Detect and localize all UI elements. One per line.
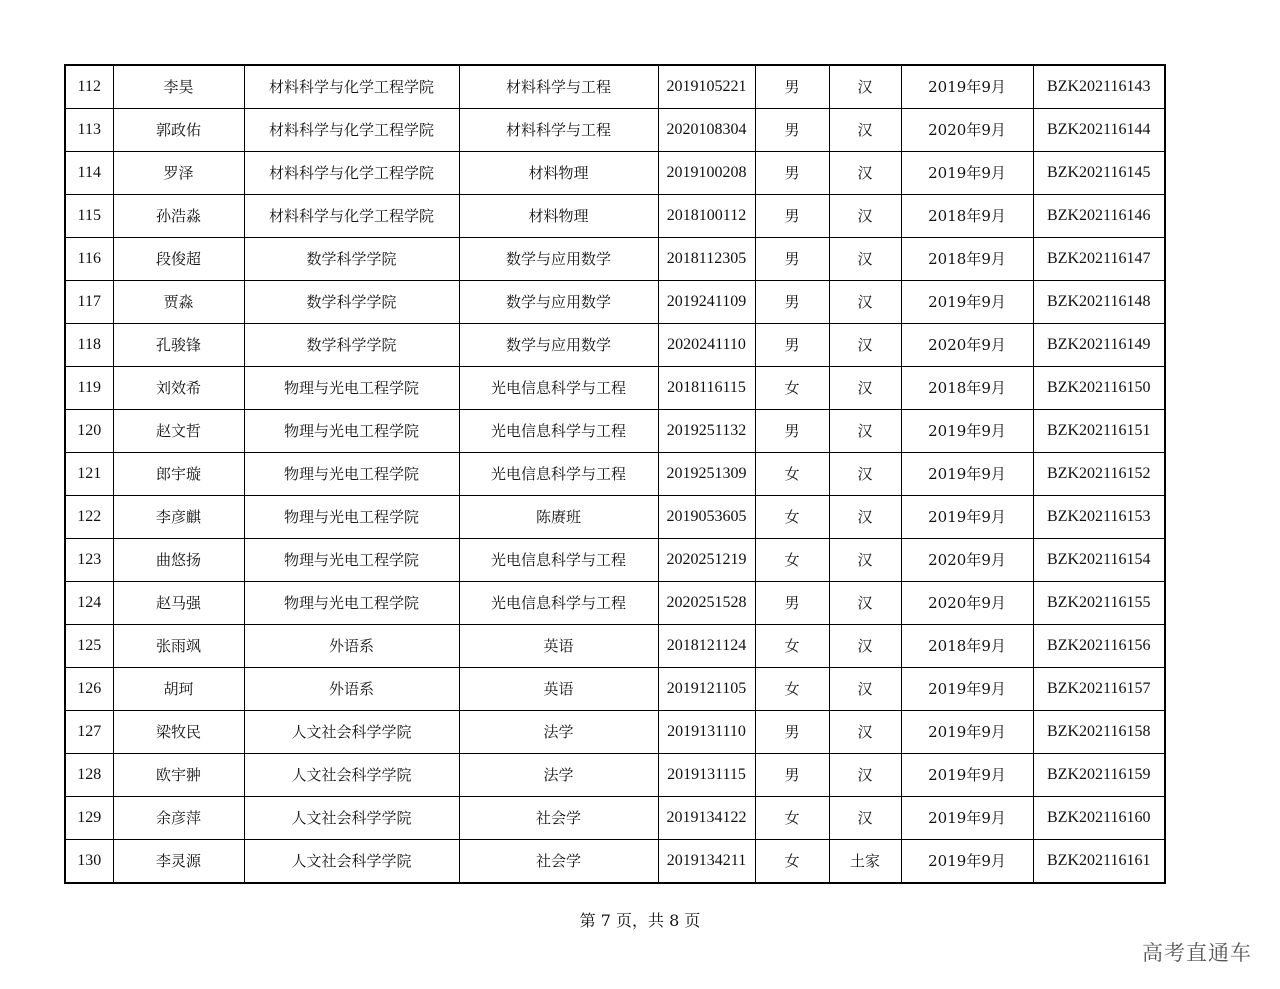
cell-gender: 女	[755, 625, 829, 668]
cell-gender: 女	[755, 797, 829, 840]
table-row	[65, 324, 1165, 367]
cell-name: 赵马强	[113, 582, 244, 625]
cell-major: 英语	[459, 625, 658, 668]
table-row	[65, 840, 1165, 884]
cell-major: 法学	[459, 754, 658, 797]
cell-name: 李灵源	[113, 840, 244, 884]
cell-gender: 男	[755, 238, 829, 281]
table-row	[65, 109, 1165, 152]
table-row	[65, 281, 1165, 324]
cell-certificate-number: BZK202116152	[1033, 453, 1165, 496]
cell-number: 116	[65, 238, 113, 281]
table-row	[65, 582, 1165, 625]
cell-gender: 女	[755, 668, 829, 711]
cell-name: 贾淼	[113, 281, 244, 324]
cell-number: 119	[65, 367, 113, 410]
table-body	[65, 65, 1165, 883]
cell-gender: 男	[755, 582, 829, 625]
cell-student-id: 2019131110	[658, 711, 755, 754]
cell-enrollment-date: 2018年9月	[901, 195, 1033, 238]
cell-name: 胡珂	[113, 668, 244, 711]
cell-college: 物理与光电工程学院	[244, 367, 459, 410]
page-number: 第 7 页，共 8 页	[579, 911, 701, 930]
cell-student-id: 2019053605	[658, 496, 755, 539]
cell-college: 外语系	[244, 625, 459, 668]
cell-certificate-number: BZK202116153	[1033, 496, 1165, 539]
cell-enrollment-date: 2019年9月	[901, 668, 1033, 711]
cell-ethnicity: 汉	[829, 711, 901, 754]
table-row	[65, 711, 1165, 754]
cell-student-id: 2019241109	[658, 281, 755, 324]
cell-certificate-number: BZK202116159	[1033, 754, 1165, 797]
table-row	[65, 668, 1165, 711]
cell-major: 数学与应用数学	[459, 238, 658, 281]
cell-ethnicity: 汉	[829, 238, 901, 281]
table-row	[65, 410, 1165, 453]
table-row	[65, 539, 1165, 582]
cell-enrollment-date: 2020年9月	[901, 539, 1033, 582]
cell-name: 余彦萍	[113, 797, 244, 840]
cell-college: 物理与光电工程学院	[244, 582, 459, 625]
student-list-table	[64, 64, 1166, 884]
cell-ethnicity: 汉	[829, 367, 901, 410]
cell-number: 128	[65, 754, 113, 797]
cell-student-id: 2018121124	[658, 625, 755, 668]
cell-number: 126	[65, 668, 113, 711]
cell-enrollment-date: 2019年9月	[901, 797, 1033, 840]
cell-gender: 女	[755, 453, 829, 496]
cell-college: 人文社会科学学院	[244, 840, 459, 884]
cell-enrollment-date: 2020年9月	[901, 109, 1033, 152]
cell-name: 郭政佑	[113, 109, 244, 152]
cell-enrollment-date: 2019年9月	[901, 65, 1033, 109]
cell-name: 张雨飒	[113, 625, 244, 668]
cell-certificate-number: BZK202116155	[1033, 582, 1165, 625]
cell-student-id: 2020251219	[658, 539, 755, 582]
cell-number: 127	[65, 711, 113, 754]
cell-name: 郎宇璇	[113, 453, 244, 496]
cell-college: 外语系	[244, 668, 459, 711]
cell-gender: 男	[755, 711, 829, 754]
cell-college: 数学科学学院	[244, 324, 459, 367]
cell-number: 113	[65, 109, 113, 152]
cell-enrollment-date: 2019年9月	[901, 152, 1033, 195]
cell-major: 材料科学与工程	[459, 65, 658, 109]
cell-enrollment-date: 2020年9月	[901, 324, 1033, 367]
cell-number: 122	[65, 496, 113, 539]
cell-number: 120	[65, 410, 113, 453]
cell-major: 光电信息科学与工程	[459, 367, 658, 410]
cell-enrollment-date: 2018年9月	[901, 367, 1033, 410]
table-row	[65, 797, 1165, 840]
cell-college: 物理与光电工程学院	[244, 496, 459, 539]
cell-enrollment-date: 2019年9月	[901, 281, 1033, 324]
cell-ethnicity: 汉	[829, 324, 901, 367]
cell-certificate-number: BZK202116161	[1033, 840, 1165, 884]
cell-college: 材料科学与化学工程学院	[244, 152, 459, 195]
cell-college: 物理与光电工程学院	[244, 539, 459, 582]
cell-gender: 男	[755, 754, 829, 797]
cell-enrollment-date: 2018年9月	[901, 238, 1033, 281]
cell-ethnicity: 汉	[829, 109, 901, 152]
cell-student-id: 2018116115	[658, 367, 755, 410]
cell-number: 117	[65, 281, 113, 324]
cell-college: 人文社会科学学院	[244, 797, 459, 840]
cell-ethnicity: 汉	[829, 582, 901, 625]
cell-gender: 女	[755, 367, 829, 410]
cell-gender: 女	[755, 496, 829, 539]
cell-name: 赵文哲	[113, 410, 244, 453]
cell-number: 124	[65, 582, 113, 625]
cell-number: 112	[65, 65, 113, 109]
cell-ethnicity: 土家	[829, 840, 901, 884]
cell-student-id: 2020251528	[658, 582, 755, 625]
cell-major: 陈赓班	[459, 496, 658, 539]
cell-name: 孙浩淼	[113, 195, 244, 238]
cell-student-id: 2019105221	[658, 65, 755, 109]
cell-major: 材料科学与工程	[459, 109, 658, 152]
cell-major: 数学与应用数学	[459, 324, 658, 367]
cell-certificate-number: BZK202116144	[1033, 109, 1165, 152]
cell-ethnicity: 汉	[829, 453, 901, 496]
cell-ethnicity: 汉	[829, 281, 901, 324]
cell-student-id: 2018112305	[658, 238, 755, 281]
cell-college: 数学科学学院	[244, 281, 459, 324]
cell-enrollment-date: 2019年9月	[901, 410, 1033, 453]
cell-certificate-number: BZK202116149	[1033, 324, 1165, 367]
cell-student-id: 2019134211	[658, 840, 755, 884]
cell-name: 罗泽	[113, 152, 244, 195]
cell-certificate-number: BZK202116158	[1033, 711, 1165, 754]
cell-student-id: 2020241110	[658, 324, 755, 367]
cell-major: 英语	[459, 668, 658, 711]
cell-certificate-number: BZK202116157	[1033, 668, 1165, 711]
cell-major: 光电信息科学与工程	[459, 410, 658, 453]
cell-ethnicity: 汉	[829, 754, 901, 797]
cell-ethnicity: 汉	[829, 496, 901, 539]
cell-name: 段俊超	[113, 238, 244, 281]
cell-number: 118	[65, 324, 113, 367]
cell-name: 李彦麒	[113, 496, 244, 539]
table-row	[65, 195, 1165, 238]
cell-name: 刘效希	[113, 367, 244, 410]
cell-number: 114	[65, 152, 113, 195]
cell-name: 欧宇翀	[113, 754, 244, 797]
cell-major: 材料物理	[459, 152, 658, 195]
cell-gender: 女	[755, 539, 829, 582]
cell-gender: 男	[755, 65, 829, 109]
cell-gender: 男	[755, 195, 829, 238]
cell-gender: 女	[755, 840, 829, 884]
cell-ethnicity: 汉	[829, 410, 901, 453]
cell-enrollment-date: 2019年9月	[901, 840, 1033, 884]
cell-certificate-number: BZK202116150	[1033, 367, 1165, 410]
cell-name: 梁牧民	[113, 711, 244, 754]
cell-enrollment-date: 2019年9月	[901, 496, 1033, 539]
watermark-text: 高考直通车	[1142, 941, 1252, 965]
cell-ethnicity: 汉	[829, 195, 901, 238]
cell-gender: 男	[755, 324, 829, 367]
cell-name: 曲悠扬	[113, 539, 244, 582]
cell-major: 法学	[459, 711, 658, 754]
cell-certificate-number: BZK202116160	[1033, 797, 1165, 840]
cell-college: 物理与光电工程学院	[244, 453, 459, 496]
cell-number: 130	[65, 840, 113, 884]
cell-college: 材料科学与化学工程学院	[244, 109, 459, 152]
cell-number: 121	[65, 453, 113, 496]
cell-student-id: 2018100112	[658, 195, 755, 238]
cell-student-id: 2020108304	[658, 109, 755, 152]
cell-student-id: 2019251309	[658, 453, 755, 496]
table-row	[65, 754, 1165, 797]
cell-name: 李昊	[113, 65, 244, 109]
table-row	[65, 65, 1165, 109]
cell-enrollment-date: 2019年9月	[901, 754, 1033, 797]
cell-certificate-number: BZK202116143	[1033, 65, 1165, 109]
cell-ethnicity: 汉	[829, 65, 901, 109]
cell-certificate-number: BZK202116154	[1033, 539, 1165, 582]
cell-ethnicity: 汉	[829, 539, 901, 582]
cell-gender: 男	[755, 281, 829, 324]
table-row	[65, 453, 1165, 496]
cell-major: 光电信息科学与工程	[459, 453, 658, 496]
cell-number: 129	[65, 797, 113, 840]
cell-gender: 男	[755, 152, 829, 195]
cell-student-id: 2019134122	[658, 797, 755, 840]
cell-gender: 男	[755, 410, 829, 453]
cell-gender: 男	[755, 109, 829, 152]
cell-major: 数学与应用数学	[459, 281, 658, 324]
cell-certificate-number: BZK202116148	[1033, 281, 1165, 324]
table-row	[65, 367, 1165, 410]
cell-student-id: 2019121105	[658, 668, 755, 711]
cell-college: 材料科学与化学工程学院	[244, 65, 459, 109]
cell-college: 材料科学与化学工程学院	[244, 195, 459, 238]
cell-student-id: 2019131115	[658, 754, 755, 797]
cell-college: 人文社会科学学院	[244, 711, 459, 754]
cell-college: 人文社会科学学院	[244, 754, 459, 797]
cell-ethnicity: 汉	[829, 668, 901, 711]
table-row	[65, 152, 1165, 195]
table-row	[65, 238, 1165, 281]
table-row	[65, 625, 1165, 668]
cell-enrollment-date: 2020年9月	[901, 582, 1033, 625]
cell-number: 125	[65, 625, 113, 668]
cell-certificate-number: BZK202116156	[1033, 625, 1165, 668]
cell-certificate-number: BZK202116146	[1033, 195, 1165, 238]
cell-certificate-number: BZK202116145	[1033, 152, 1165, 195]
cell-ethnicity: 汉	[829, 797, 901, 840]
cell-certificate-number: BZK202116147	[1033, 238, 1165, 281]
cell-name: 孔骏锋	[113, 324, 244, 367]
cell-major: 社会学	[459, 797, 658, 840]
cell-certificate-number: BZK202116151	[1033, 410, 1165, 453]
cell-college: 物理与光电工程学院	[244, 410, 459, 453]
cell-number: 115	[65, 195, 113, 238]
cell-major: 光电信息科学与工程	[459, 582, 658, 625]
cell-enrollment-date: 2019年9月	[901, 711, 1033, 754]
cell-major: 光电信息科学与工程	[459, 539, 658, 582]
cell-ethnicity: 汉	[829, 152, 901, 195]
cell-number: 123	[65, 539, 113, 582]
cell-major: 材料物理	[459, 195, 658, 238]
table-row	[65, 496, 1165, 539]
cell-enrollment-date: 2019年9月	[901, 453, 1033, 496]
cell-ethnicity: 汉	[829, 625, 901, 668]
cell-college: 数学科学学院	[244, 238, 459, 281]
cell-student-id: 2019251132	[658, 410, 755, 453]
cell-student-id: 2019100208	[658, 152, 755, 195]
cell-enrollment-date: 2018年9月	[901, 625, 1033, 668]
cell-major: 社会学	[459, 840, 658, 884]
